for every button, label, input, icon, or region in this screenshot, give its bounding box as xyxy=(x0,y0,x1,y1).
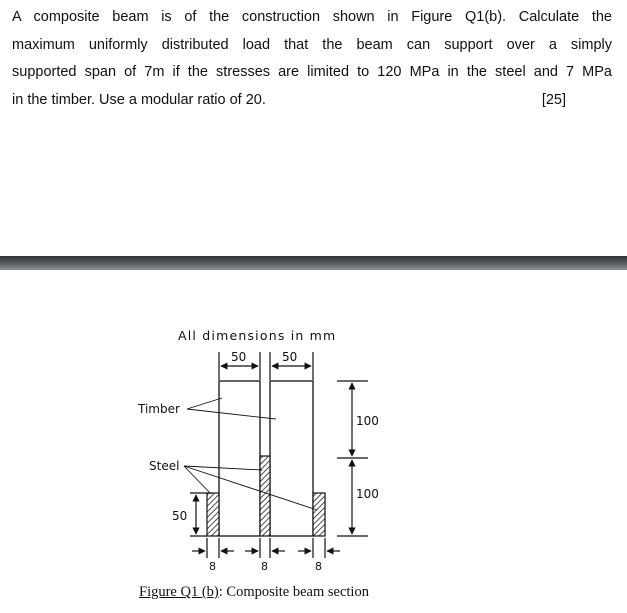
bottom-dimensions xyxy=(192,538,340,558)
left-dimension xyxy=(190,493,207,536)
figure-caption xyxy=(139,584,369,601)
timber-left xyxy=(219,381,260,536)
steel-plate-centre xyxy=(260,456,270,536)
dim-bottom-centre: 8 xyxy=(261,560,268,573)
steel-plate-right xyxy=(313,493,325,536)
steel-plate-left xyxy=(207,493,219,536)
question-line-4 xyxy=(12,87,612,115)
question-line-3: supported span of 7m if the stresses are limited to 120 MPa in the steel and 7 MPa xyxy=(12,64,612,80)
composite-beam-figure xyxy=(0,270,627,584)
question-line-1: A composite beam is of the construction shown in Figure Q1(b). Calculate the xyxy=(12,9,612,25)
question-text xyxy=(12,4,612,114)
question-line-2: maximum uniformly distributed load that the beam can support over a simply xyxy=(12,36,612,53)
label-steel: Steel xyxy=(149,459,180,473)
caption-text: : Composite beam section xyxy=(218,584,369,600)
dim-right-top: 100 xyxy=(356,414,379,428)
dim-top-right: 50 xyxy=(282,350,298,364)
question-line-4-text: in the timber. Use a modular ratio of 20. xyxy=(12,91,266,108)
dim-top-left: 50 xyxy=(231,350,247,364)
dim-bottom-left: 8 xyxy=(209,560,216,573)
dim-left: 50 xyxy=(172,509,188,523)
right-dimensions xyxy=(337,381,368,536)
timber-right xyxy=(270,381,313,536)
dimensions-note: All dimensions in mm xyxy=(178,328,337,343)
figure-reference: Figure Q1 (b) xyxy=(139,584,219,600)
label-timber: Timber xyxy=(138,402,180,416)
marks-label: [25] xyxy=(541,91,566,108)
dim-right-bottom: 100 xyxy=(356,487,379,501)
dim-bottom-right: 8 xyxy=(315,560,322,573)
section-divider xyxy=(0,256,627,270)
